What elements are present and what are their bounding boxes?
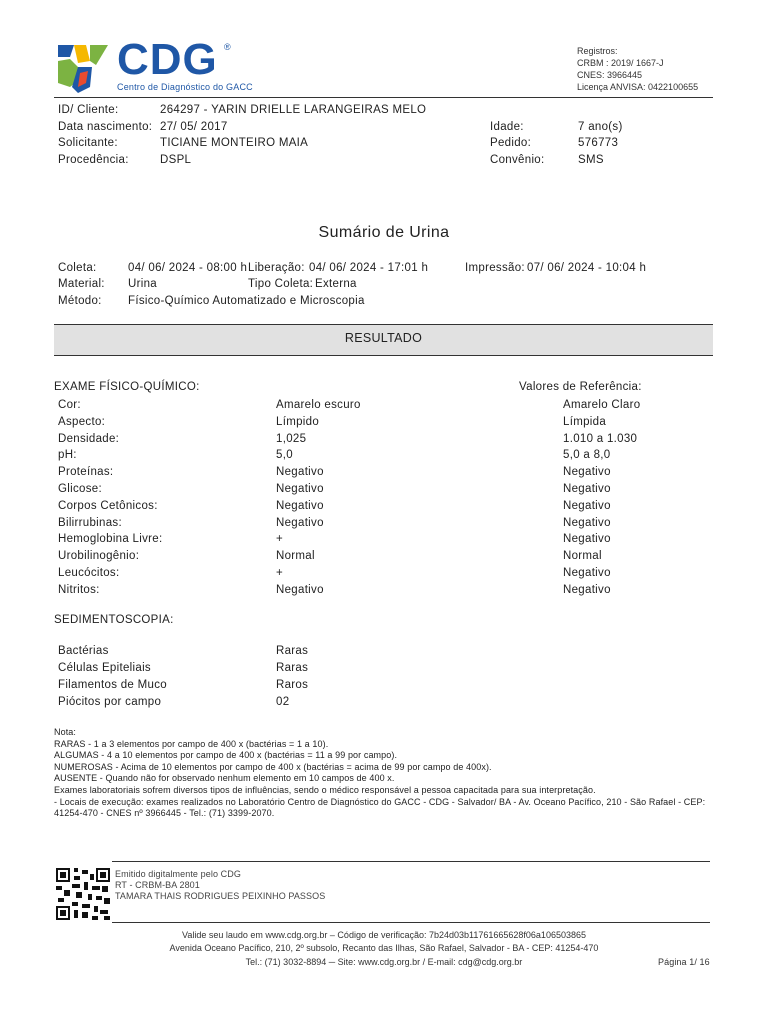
result-header-label: RESULTADO bbox=[344, 331, 423, 345]
plan-value: SMS bbox=[578, 154, 604, 166]
collect-value: 04/ 06/ 2024 - 08:00 h bbox=[128, 262, 248, 274]
sediment-row-name: Bactérias bbox=[58, 645, 109, 657]
physchem-row-value: Negativo bbox=[276, 499, 324, 512]
signature-top-divider bbox=[112, 861, 710, 862]
signature-line-name: TAMARA THAIS RODRIGUES PEIXINHO PASSOS bbox=[115, 891, 326, 901]
physchem-row-value: Límpido bbox=[276, 415, 320, 428]
plan-label: Convênio: bbox=[490, 154, 545, 166]
release-label: Liberação: bbox=[248, 262, 305, 274]
sediment-row-value: Raros bbox=[276, 679, 309, 691]
method-value: Físico-Químico Automatizado e Microscopia bbox=[128, 295, 365, 307]
logo-registered-mark: ® bbox=[224, 42, 231, 52]
physchem-section-title: EXAME FÍSICO-QUÍMICO: bbox=[54, 381, 200, 393]
physchem-row-value: Negativo bbox=[276, 583, 324, 596]
print-label: Impressão: bbox=[465, 262, 525, 274]
physchem-row-ref: 5,0 a 8,0 bbox=[563, 449, 611, 462]
age-value: 7 ano(s) bbox=[578, 121, 623, 133]
header-divider bbox=[54, 97, 713, 98]
footer-contact: Tel.: (71) 3032-8894 ─ Site: www.cdg.org.br / E-mail: cdg@cdg.org.br bbox=[245, 957, 523, 967]
release-value: 04/ 06/ 2024 - 17:01 h bbox=[309, 262, 429, 274]
collect-label: Coleta: bbox=[58, 262, 97, 274]
physchem-row-name: Glicose: bbox=[58, 483, 102, 495]
physchem-row-name: Cor: bbox=[58, 399, 81, 411]
physchem-row-name: Bilirrubinas: bbox=[58, 516, 122, 529]
physchem-row-ref: Negativo bbox=[563, 466, 611, 479]
note-line: - Locais de execução: exames realizados no Laboratório Centro de Diagnóstico do GACC - CDG - Salvador/ BA - Av. Oceano Pacífico, 210 - São Rafael - CEP: bbox=[54, 796, 706, 807]
note-line: AUSENTE - Quando não for observado nenhum elemento em 10 campos de 400 x. bbox=[54, 773, 395, 784]
requester-value: TICIANE MONTEIRO MAIA bbox=[160, 137, 309, 149]
footer-address: Avenida Oceano Pacífico, 210, 2º subsolo, Recanto das Ilhas, São Rafael, Salvador - BA - CEP: 41254-470 bbox=[169, 943, 599, 953]
registros-crbm: CRBM : 2019/ 1667-J bbox=[577, 58, 664, 68]
note-line: ALGUMAS - 4 a 10 elementos por campo de 400 x (bactérias = 11 a 99 por campo). bbox=[54, 750, 398, 761]
material-value: Urina bbox=[128, 278, 157, 290]
sediment-row-value: Raras bbox=[276, 645, 309, 657]
physchem-row-value: 5,0 bbox=[276, 449, 293, 462]
physchem-row-value: 1,025 bbox=[276, 432, 307, 445]
physchem-row-ref: Normal bbox=[563, 550, 602, 563]
physchem-row-ref: Negativo bbox=[563, 583, 611, 596]
physchem-row-ref: Negativo bbox=[563, 483, 611, 495]
physchem-row-value: + bbox=[276, 533, 284, 546]
birth-label: Data nascimento: bbox=[58, 121, 153, 133]
note-line: Nota: bbox=[54, 727, 77, 737]
registros-title: Registros: bbox=[577, 46, 618, 56]
signature-line-emitted: Emitido digitalmente pelo CDG bbox=[115, 869, 241, 879]
physchem-row-value: Negativo bbox=[276, 466, 324, 479]
physchem-row-ref: 1.010 a 1.030 bbox=[563, 432, 638, 445]
cdg-logo-icon bbox=[56, 43, 112, 95]
physchem-row-ref: Límpida bbox=[563, 415, 607, 428]
physchem-row-value: + bbox=[276, 567, 284, 579]
signature-bottom-divider bbox=[112, 922, 710, 923]
physchem-row-value: Amarelo escuro bbox=[276, 399, 361, 411]
physchem-row-ref: Amarelo Claro bbox=[563, 399, 641, 411]
physchem-row-value: Negativo bbox=[276, 483, 324, 495]
sediment-row-name: Filamentos de Muco bbox=[58, 679, 167, 691]
sediment-row-value: 02 bbox=[276, 696, 290, 708]
requester-label: Solicitante: bbox=[58, 137, 118, 149]
sediment-row-value: Raras bbox=[276, 662, 309, 674]
patient-id-label: ID/ Cliente: bbox=[58, 104, 119, 116]
physchem-row-name: Proteínas: bbox=[58, 466, 114, 479]
physchem-row-name: Aspecto: bbox=[58, 415, 106, 428]
logo-subtitle: Centro de Diagnóstico do GACC bbox=[117, 82, 253, 92]
physchem-row-name: Densidade: bbox=[58, 432, 120, 445]
origin-value: DSPL bbox=[160, 154, 192, 166]
origin-label: Procedência: bbox=[58, 154, 129, 166]
patient-id-value: 264297 - YARIN DRIELLE LARANGEIRAS MELO bbox=[160, 104, 427, 116]
print-value: 07/ 06/ 2024 - 10:04 h bbox=[527, 262, 647, 274]
sediment-row-name: Células Epiteliais bbox=[58, 662, 151, 674]
sediment-section-title: SEDIMENTOSCOPIA: bbox=[54, 614, 174, 626]
note-line: NUMEROSAS - Acima de 10 elementos por campo de 400 x (bactérias = acima de 99 por campo de 400x). bbox=[54, 761, 492, 772]
note-line: Exames laboratoriais sofrem diversos tipos de influências, sendo o médico responsável a pessoa capacitada para sua interpretação. bbox=[54, 785, 596, 795]
collect-type-label: Tipo Coleta: bbox=[248, 278, 314, 290]
order-value: 576773 bbox=[578, 137, 619, 149]
order-label: Pedido: bbox=[490, 137, 532, 149]
physchem-row-name: pH: bbox=[58, 449, 77, 462]
exam-title: Sumário de Urina bbox=[318, 224, 450, 241]
physchem-row-name: Hemoglobina Livre: bbox=[58, 533, 163, 546]
physchem-row-ref: Negativo bbox=[563, 499, 611, 512]
physchem-row-name: Nitritos: bbox=[58, 583, 100, 596]
registros-cnes: CNES: 3966445 bbox=[577, 70, 643, 80]
note-line: 41254-470 - CNES nº 3966445 - Tel.: (71) 3399-2070. bbox=[54, 808, 275, 819]
note-line: RARAS - 1 a 3 elementos por campo de 400 x (bactérias = 1 a 10). bbox=[54, 738, 329, 749]
footer-validation: Valide seu laudo em www.cdg.org.br – Código de verificação: 7b24d03b11761665628f06a106503865 bbox=[182, 930, 586, 940]
birth-value: 27/ 05/ 2017 bbox=[160, 121, 228, 133]
logo-wordmark: CDG bbox=[117, 35, 218, 84]
physchem-row-name: Corpos Cetônicos: bbox=[58, 499, 158, 512]
physchem-row-ref: Negativo bbox=[563, 533, 611, 546]
result-header-bar bbox=[54, 324, 713, 356]
physchem-row-ref: Negativo bbox=[563, 516, 611, 529]
physchem-row-name: Urobilinogênio: bbox=[58, 550, 140, 563]
sediment-row-name: Piócitos por campo bbox=[58, 696, 162, 708]
qr-code-icon bbox=[56, 868, 110, 920]
registros-anvisa: Licença ANVISA: 0422100655 bbox=[577, 82, 699, 92]
physchem-row-value: Negativo bbox=[276, 516, 324, 529]
age-label: Idade: bbox=[490, 121, 524, 133]
reference-title: Valores de Referência: bbox=[519, 381, 642, 393]
material-label: Material: bbox=[58, 278, 105, 290]
collect-type-value: Externa bbox=[315, 278, 357, 290]
page-number: Página 1/ 16 bbox=[658, 957, 710, 967]
physchem-row-value: Normal bbox=[276, 550, 315, 563]
signature-line-rt: RT - CRBM-BA 2801 bbox=[115, 880, 200, 890]
physchem-row-ref: Negativo bbox=[563, 567, 611, 579]
method-label: Método: bbox=[58, 295, 102, 307]
physchem-row-name: Leucócitos: bbox=[58, 567, 120, 579]
